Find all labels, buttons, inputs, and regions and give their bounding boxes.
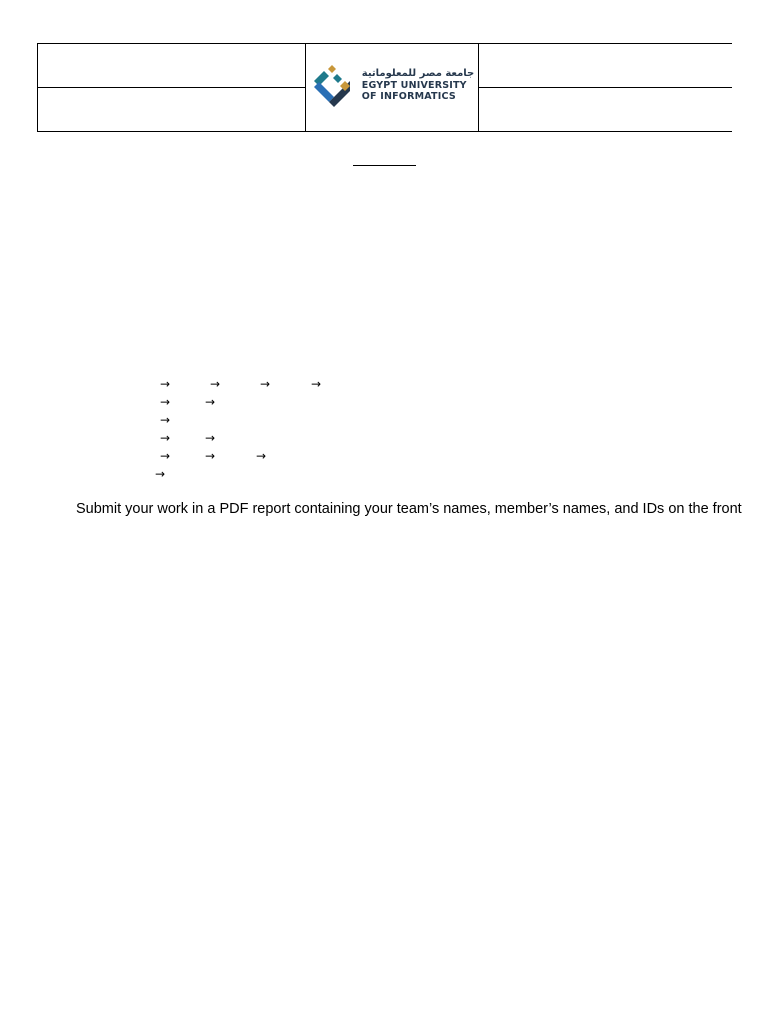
arrow-glyph: → bbox=[160, 449, 171, 463]
arrow-glyph: → bbox=[311, 377, 322, 391]
header-table bbox=[37, 43, 732, 132]
logo-english-line2: OF INFORMATICS bbox=[361, 91, 456, 102]
header-cell-top-right bbox=[479, 44, 733, 88]
logo-english-line1: EGYPT UNIVERSITY bbox=[361, 80, 467, 91]
arrow-glyph: → bbox=[160, 431, 171, 445]
header-cell-bottom-left bbox=[38, 88, 306, 132]
header-cell-bottom-right bbox=[479, 88, 733, 132]
university-emblem-icon bbox=[310, 62, 354, 108]
title-underline bbox=[353, 165, 416, 166]
header-cell-top-left bbox=[38, 44, 306, 88]
arrow-glyph: → bbox=[160, 377, 171, 391]
arrow-glyph: → bbox=[205, 395, 216, 409]
arrow-glyph: → bbox=[205, 449, 216, 463]
arrow-glyph: → bbox=[160, 413, 171, 427]
logo-cell bbox=[306, 44, 479, 132]
university-logo bbox=[310, 62, 474, 108]
arrow-glyph: → bbox=[160, 395, 171, 409]
logo-arabic-name: جامعة مصر للمعلوماتية bbox=[361, 68, 475, 79]
arrow-glyph: → bbox=[205, 431, 216, 445]
arrow-glyph: → bbox=[155, 467, 166, 481]
arrow-glyph: → bbox=[210, 377, 221, 391]
arrow-glyph: → bbox=[260, 377, 271, 391]
arrow-glyph: → bbox=[256, 449, 267, 463]
submit-instruction: Submit your work in a PDF report containing your team’s names, member’s names, and IDs on the front bbox=[76, 501, 742, 517]
